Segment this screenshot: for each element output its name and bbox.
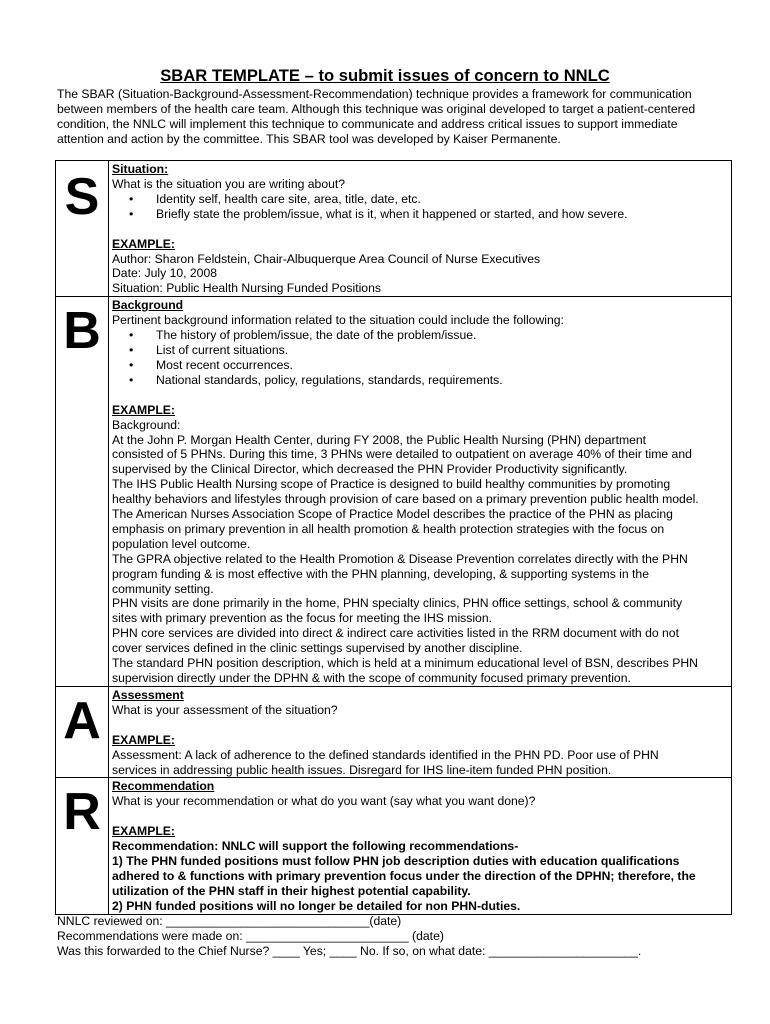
- situation-example-line: Situation: Public Health Nursing Funded Positions: [112, 281, 381, 296]
- intro-line: The SBAR (Situation-Background-Assessment-Recommendation) technique provides a framework for communication: [57, 87, 692, 101]
- intro-line: condition, the NNLC will implement this technique to communicate and address critical issues to support immediate: [57, 117, 678, 131]
- footer-reviewed-line: NNLC reviewed on: ______________________________(date): [57, 914, 402, 928]
- situation-row: [56, 161, 732, 297]
- background-bullet: • List of current situations.: [129, 342, 289, 357]
- recommendation-example-line: adhered to & functions with primary prevention focus under the direction of the DPHN; therefore, the: [112, 868, 696, 883]
- bullet-text: Identity self, health care site, area, title, date, etc.: [156, 191, 421, 206]
- background-example-line: The standard PHN position description, which is held at a minimum educational level of BSN, describes PHN: [112, 656, 698, 671]
- intro-paragraph: [57, 87, 727, 147]
- recommendation-row: [56, 778, 732, 914]
- background-example-line: cover services defined in the clinic settings supervised by another discipline.: [112, 641, 523, 656]
- background-bullet: • Most recent occurrences.: [129, 357, 293, 372]
- background-example-line: PHN visits are done primarily in the home, PHN specialty clinics, PHN office settings, school & community: [112, 596, 683, 611]
- recommendation-example-line: 1) The PHN funded positions must follow PHN job description duties with education qualifications: [112, 854, 680, 869]
- bullet-text: List of current situations.: [156, 342, 289, 357]
- recommendation-example-line: 2) PHN funded positions will no longer be detailed for non PHN-duties.: [112, 898, 521, 913]
- assessment-content: [109, 686, 732, 778]
- assessment-row: [56, 686, 732, 778]
- background-heading: Background: [112, 298, 184, 313]
- background-example-line: emphasis on primary prevention in all health promotion & health protection strategies with the focus on: [112, 521, 665, 536]
- document-title: SBAR TEMPLATE – to submit issues of concern to NNLC: [160, 66, 610, 85]
- background-letter-cell: [56, 297, 109, 687]
- assessment-letter: A: [63, 691, 101, 750]
- recommendation-example-label: EXAMPLE:: [112, 824, 175, 839]
- background-example-line: supervised by the Clinical Director, which decreased the PHN Provider Productivity significantly.: [112, 462, 628, 477]
- background-row: [56, 297, 732, 687]
- background-example-line: Background:: [112, 417, 181, 432]
- footer-forwarded-line: Was this forwarded to the Chief Nurse? ____ Yes; ____ No. If so, on what date: ______________________.: [57, 944, 642, 958]
- situation-bullet: • Identity self, health care site, area, title, date, etc.: [129, 191, 421, 206]
- bullet-text: Briefly state the problem/issue, what is it, when it happened or started, and how severe.: [156, 206, 628, 221]
- recommendation-example-line: Recommendation: NNLC will support the following recommendations-: [112, 839, 519, 854]
- background-example-line: The GPRA objective related to the Health Promotion & Disease Prevention correlates directly with the PHN: [112, 551, 688, 566]
- background-content: [109, 297, 732, 687]
- recommendation-prompt: What is your recommendation or what do you want (say what you want done)?: [112, 794, 536, 809]
- background-example-line: At the John P. Morgan Health Center, during FY 2008, the Public Health Nursing (PHN) department: [112, 432, 647, 447]
- background-example-line: community setting.: [112, 581, 214, 596]
- recommendation-heading: Recommendation: [112, 779, 215, 794]
- assessment-example-label: EXAMPLE:: [112, 732, 175, 747]
- background-example-line: PHN core services are divided into direct & indirect care activities listed in the RRM document with do not: [112, 626, 679, 641]
- assessment-letter-cell: [56, 686, 109, 778]
- situation-content: [109, 161, 732, 297]
- background-letter: B: [63, 302, 101, 361]
- bullet-text: Most recent occurrences.: [156, 357, 293, 372]
- background-example-line: The American Nurses Association Scope of Practice Model describes the practice of the PHN as placing: [112, 507, 673, 522]
- background-example-line: population level outcome.: [112, 536, 251, 551]
- situation-letter-cell: [56, 161, 109, 297]
- situation-heading: Situation:: [112, 162, 169, 176]
- background-example-line: sites with primary prevention as the focus for meeting the IHS mission.: [112, 611, 493, 626]
- intro-line: between members of the health care team. Although this technique was original developed to target a patient-centered: [57, 102, 696, 116]
- assessment-example-line: Assessment: A lack of adherence to the defined standards identified in the PHN PD. Poor use of PHN: [112, 747, 659, 762]
- background-bullet: • The history of problem/issue, the date of the problem/issue.: [129, 328, 477, 343]
- intro-line: attention and action by the committee. This SBAR tool was developed by Kaiser Permanente.: [57, 132, 561, 146]
- background-example-line: supervision directly under the DPHN & with the scope of community focused primary prevention.: [112, 671, 631, 685]
- background-bullet: • National standards, policy, regulations, standards, requirements.: [129, 372, 503, 387]
- situation-example-line: Author: Sharon Feldstein, Chair-Albuquerque Area Council of Nurse Executives: [112, 251, 541, 266]
- bullet-text: National standards, policy, regulations, standards, requirements.: [156, 372, 503, 387]
- background-prompt: Pertinent background information related to the situation could include the following:: [112, 313, 564, 328]
- footer-recommendations-line: Recommendations were made on: ________________________ (date): [57, 929, 444, 943]
- bullet-text: The history of problem/issue, the date of the problem/issue.: [156, 328, 477, 343]
- sbar-table: [55, 160, 732, 915]
- assessment-example-line: services in addressing public health issues. Disregard for IHS line-item funded PHN position.: [112, 762, 612, 777]
- assessment-prompt: What is your assessment of the situation?: [112, 702, 338, 717]
- footer-section: [57, 914, 641, 959]
- background-example-line: The IHS Public Health Nursing scope of Practice is designed to build healthy communities by promoting: [112, 477, 671, 492]
- recommendation-content: [109, 778, 732, 914]
- recommendation-example-line: utilization of the PHN staff in their highest potential capability.: [112, 883, 471, 898]
- situation-letter: S: [64, 168, 100, 226]
- recommendation-letter-cell: [56, 778, 109, 914]
- background-example-line: consisted of 5 PHNs. During this time, 3 PHNs were detailed to outpatient on average 40% of their time and: [112, 447, 692, 462]
- assessment-heading: Assessment: [112, 687, 184, 702]
- situation-example-label: EXAMPLE:: [112, 236, 175, 251]
- situation-prompt: What is the situation you are writing about?: [112, 176, 346, 191]
- background-example-label: EXAMPLE:: [112, 402, 175, 417]
- background-example-line: healthy behaviors and lifestyles through provision of care based on a primary prevention public health model.: [112, 492, 699, 507]
- situation-example-line: Date: July 10, 2008: [112, 266, 218, 281]
- background-example-line: program funding & is most effective with the PHN planning, developing, & supporting systems in the: [112, 566, 649, 581]
- recommendation-letter: R: [63, 783, 101, 842]
- situation-bullet: • Briefly state the problem/issue, what is it, when it happened or started, and how severe.: [129, 206, 628, 221]
